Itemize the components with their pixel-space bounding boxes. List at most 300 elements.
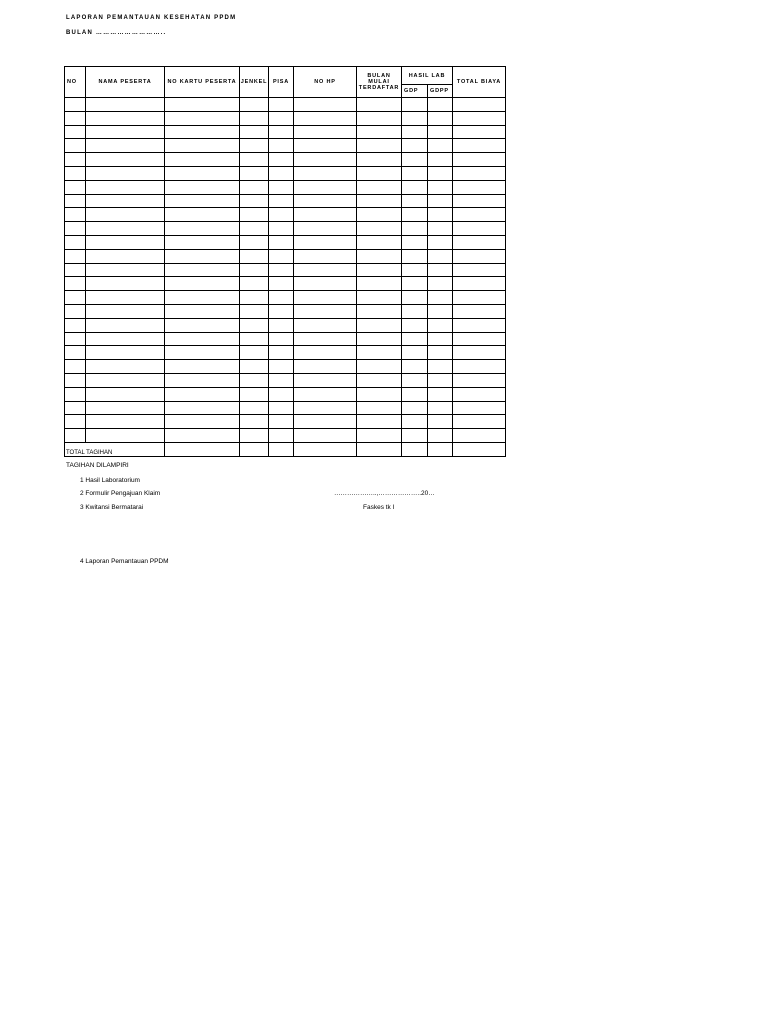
header-no-kartu-peserta: NO KARTU PESERTA bbox=[165, 67, 240, 98]
table-cell bbox=[453, 401, 506, 415]
table-cell bbox=[428, 304, 453, 318]
table-cell bbox=[428, 111, 453, 125]
table-cell bbox=[294, 346, 357, 360]
table-cell bbox=[65, 387, 86, 401]
table-cell bbox=[269, 125, 294, 139]
table-cell bbox=[269, 429, 294, 443]
table-cell bbox=[65, 429, 86, 443]
header-total-biaya: TOTAL BIAYA bbox=[453, 67, 506, 98]
table-cell bbox=[453, 208, 506, 222]
table-cell bbox=[453, 415, 506, 429]
table-cell bbox=[269, 111, 294, 125]
total-cell bbox=[165, 442, 240, 456]
table-cell bbox=[240, 180, 269, 194]
table-cell bbox=[86, 318, 165, 332]
table-row bbox=[65, 360, 506, 374]
table-cell bbox=[357, 415, 402, 429]
total-cell bbox=[269, 442, 294, 456]
table-row bbox=[65, 304, 506, 318]
table-cell bbox=[240, 346, 269, 360]
table-cell bbox=[65, 304, 86, 318]
table-cell bbox=[86, 139, 165, 153]
table-row bbox=[65, 208, 506, 222]
table-cell bbox=[428, 415, 453, 429]
table-cell bbox=[240, 332, 269, 346]
table-cell bbox=[240, 98, 269, 112]
table-cell bbox=[165, 263, 240, 277]
table-cell bbox=[453, 387, 506, 401]
table-cell bbox=[65, 346, 86, 360]
table-cell bbox=[402, 194, 428, 208]
faskes-label: Faskes tk I bbox=[363, 504, 395, 511]
table-cell bbox=[269, 249, 294, 263]
table-cell bbox=[357, 194, 402, 208]
table-row bbox=[65, 222, 506, 236]
table-cell bbox=[402, 249, 428, 263]
table-cell bbox=[86, 304, 165, 318]
table-cell bbox=[86, 222, 165, 236]
table-cell bbox=[402, 111, 428, 125]
table-cell bbox=[294, 373, 357, 387]
table-cell bbox=[402, 263, 428, 277]
table-cell bbox=[86, 346, 165, 360]
table-cell bbox=[294, 401, 357, 415]
table-cell bbox=[65, 401, 86, 415]
table-cell bbox=[294, 249, 357, 263]
report-table bbox=[64, 66, 506, 457]
table-cell bbox=[65, 360, 86, 374]
table-cell bbox=[453, 346, 506, 360]
table-cell bbox=[402, 222, 428, 236]
table-cell bbox=[86, 180, 165, 194]
header-nama-peserta: NAMA PESERTA bbox=[86, 67, 165, 98]
table-cell bbox=[165, 153, 240, 167]
table-cell bbox=[294, 222, 357, 236]
table-row bbox=[65, 235, 506, 249]
table-cell bbox=[402, 373, 428, 387]
table-cell bbox=[86, 277, 165, 291]
table-cell bbox=[165, 194, 240, 208]
table-cell bbox=[240, 125, 269, 139]
table-cell bbox=[269, 263, 294, 277]
table-row bbox=[65, 263, 506, 277]
table-cell bbox=[165, 373, 240, 387]
table-body bbox=[65, 98, 506, 457]
header-gdpp: GDPP bbox=[428, 85, 453, 98]
table-cell bbox=[65, 125, 86, 139]
table-cell bbox=[453, 249, 506, 263]
table-cell bbox=[453, 235, 506, 249]
table-cell bbox=[269, 180, 294, 194]
table-cell bbox=[240, 194, 269, 208]
table-row bbox=[65, 387, 506, 401]
table-cell bbox=[357, 180, 402, 194]
table-cell bbox=[269, 291, 294, 305]
table-cell bbox=[402, 429, 428, 443]
table-cell bbox=[165, 249, 240, 263]
table-cell bbox=[402, 180, 428, 194]
table-cell bbox=[357, 346, 402, 360]
table-cell bbox=[453, 360, 506, 374]
table-cell bbox=[240, 222, 269, 236]
table-cell bbox=[428, 401, 453, 415]
table-cell bbox=[453, 263, 506, 277]
table-cell bbox=[402, 153, 428, 167]
table-cell bbox=[402, 139, 428, 153]
table-cell bbox=[86, 291, 165, 305]
table-row bbox=[65, 291, 506, 305]
table-cell bbox=[294, 332, 357, 346]
attachment-item: 2 Formulir Pengajuan Klaim bbox=[80, 490, 161, 497]
table-cell bbox=[86, 373, 165, 387]
header-jenkel: JENKEL bbox=[240, 67, 269, 98]
table-cell bbox=[240, 139, 269, 153]
table-cell bbox=[402, 125, 428, 139]
table-cell bbox=[240, 373, 269, 387]
table-cell bbox=[428, 318, 453, 332]
table-cell bbox=[453, 166, 506, 180]
table-cell bbox=[453, 318, 506, 332]
table-cell bbox=[357, 360, 402, 374]
table-cell bbox=[428, 291, 453, 305]
header-no: NO bbox=[65, 67, 86, 98]
table-cell bbox=[240, 235, 269, 249]
table-cell bbox=[65, 277, 86, 291]
attachment-item: 4 Laporan Pemantauan PPDM bbox=[80, 558, 169, 565]
table-row bbox=[65, 277, 506, 291]
total-cell bbox=[428, 442, 453, 456]
table-cell bbox=[86, 235, 165, 249]
table-cell bbox=[269, 194, 294, 208]
table-cell bbox=[240, 166, 269, 180]
table-cell bbox=[294, 180, 357, 194]
table-cell bbox=[453, 222, 506, 236]
table-row bbox=[65, 415, 506, 429]
total-cell bbox=[402, 442, 428, 456]
table-cell bbox=[294, 235, 357, 249]
table-cell bbox=[165, 166, 240, 180]
table-cell bbox=[65, 153, 86, 167]
header-no-hp: NO HP bbox=[294, 67, 357, 98]
table-cell bbox=[357, 387, 402, 401]
table-cell bbox=[165, 111, 240, 125]
table-cell bbox=[86, 401, 165, 415]
header-bulan-mulai-terdaftar: BULAN MULAI TERDAFTAR bbox=[357, 67, 402, 98]
table-cell bbox=[65, 318, 86, 332]
table-cell bbox=[240, 277, 269, 291]
table-cell bbox=[428, 139, 453, 153]
table-cell bbox=[165, 98, 240, 112]
table-cell bbox=[357, 318, 402, 332]
table-cell bbox=[65, 263, 86, 277]
table-cell bbox=[86, 166, 165, 180]
table-cell bbox=[165, 401, 240, 415]
table-row bbox=[65, 139, 506, 153]
table-cell bbox=[294, 139, 357, 153]
table-cell bbox=[269, 208, 294, 222]
table-cell bbox=[240, 111, 269, 125]
table-cell bbox=[357, 166, 402, 180]
table-cell bbox=[86, 98, 165, 112]
table-cell bbox=[65, 291, 86, 305]
table-cell bbox=[65, 235, 86, 249]
table-cell bbox=[357, 222, 402, 236]
table-cell bbox=[294, 429, 357, 443]
table-cell bbox=[294, 291, 357, 305]
table-cell bbox=[453, 180, 506, 194]
table-cell bbox=[165, 139, 240, 153]
table-cell bbox=[357, 125, 402, 139]
table-cell bbox=[428, 373, 453, 387]
table-cell bbox=[269, 277, 294, 291]
table-row bbox=[65, 401, 506, 415]
table-cell bbox=[357, 291, 402, 305]
table-cell bbox=[453, 373, 506, 387]
table-cell bbox=[294, 415, 357, 429]
table-cell bbox=[294, 208, 357, 222]
table-cell bbox=[294, 111, 357, 125]
table-row bbox=[65, 332, 506, 346]
table-cell bbox=[357, 401, 402, 415]
table-cell bbox=[240, 360, 269, 374]
report-month-line: BULAN ……………………….. bbox=[66, 30, 167, 36]
table-cell bbox=[165, 360, 240, 374]
table-cell bbox=[402, 291, 428, 305]
table-row bbox=[65, 180, 506, 194]
table-cell bbox=[357, 263, 402, 277]
table-cell bbox=[294, 194, 357, 208]
table-cell bbox=[269, 235, 294, 249]
table-cell bbox=[294, 166, 357, 180]
table-cell bbox=[86, 332, 165, 346]
table-cell bbox=[86, 153, 165, 167]
table-cell bbox=[86, 125, 165, 139]
table-cell bbox=[86, 111, 165, 125]
table-cell bbox=[65, 111, 86, 125]
table-cell bbox=[428, 249, 453, 263]
table-cell bbox=[165, 318, 240, 332]
table-cell bbox=[269, 318, 294, 332]
table-cell bbox=[269, 166, 294, 180]
table-cell bbox=[453, 277, 506, 291]
table-cell bbox=[269, 360, 294, 374]
table-cell bbox=[357, 153, 402, 167]
table-cell bbox=[428, 166, 453, 180]
table-cell bbox=[269, 401, 294, 415]
table-cell bbox=[240, 249, 269, 263]
table-cell bbox=[453, 139, 506, 153]
total-cell bbox=[453, 442, 506, 456]
total-cell bbox=[240, 442, 269, 456]
table-cell bbox=[402, 318, 428, 332]
table-cell bbox=[269, 387, 294, 401]
table-cell bbox=[269, 139, 294, 153]
total-cell bbox=[357, 442, 402, 456]
table-row bbox=[65, 125, 506, 139]
table-cell bbox=[357, 429, 402, 443]
table-cell bbox=[240, 429, 269, 443]
table-cell bbox=[428, 332, 453, 346]
table-row bbox=[65, 373, 506, 387]
table-cell bbox=[240, 263, 269, 277]
total-cell bbox=[294, 442, 357, 456]
table-cell bbox=[240, 415, 269, 429]
table-cell bbox=[428, 194, 453, 208]
table-cell bbox=[65, 222, 86, 236]
table-cell bbox=[453, 291, 506, 305]
table-cell bbox=[269, 346, 294, 360]
table-cell bbox=[65, 98, 86, 112]
table-cell bbox=[240, 208, 269, 222]
table-cell bbox=[294, 318, 357, 332]
table-cell bbox=[269, 153, 294, 167]
table-cell bbox=[402, 415, 428, 429]
table-cell bbox=[453, 153, 506, 167]
table-cell bbox=[357, 304, 402, 318]
table-cell bbox=[402, 346, 428, 360]
table-cell bbox=[294, 98, 357, 112]
place-date-line: ………………..,………………..20… bbox=[334, 490, 435, 497]
table-cell bbox=[428, 222, 453, 236]
table-cell bbox=[453, 125, 506, 139]
table-cell bbox=[428, 180, 453, 194]
table-cell bbox=[402, 235, 428, 249]
table-cell bbox=[165, 235, 240, 249]
table-cell bbox=[294, 263, 357, 277]
table-cell bbox=[86, 360, 165, 374]
attachments-heading: TAGIHAN DILAMPIRI bbox=[66, 462, 129, 469]
table-cell bbox=[269, 332, 294, 346]
table-cell bbox=[294, 304, 357, 318]
table-cell bbox=[357, 139, 402, 153]
table-cell bbox=[428, 153, 453, 167]
table-row bbox=[65, 429, 506, 443]
table-cell bbox=[240, 387, 269, 401]
table-cell bbox=[428, 387, 453, 401]
table-row bbox=[65, 194, 506, 208]
header-pisa: PISA bbox=[269, 67, 294, 98]
table-cell bbox=[165, 387, 240, 401]
table-cell bbox=[294, 387, 357, 401]
table-cell bbox=[269, 304, 294, 318]
table-cell bbox=[165, 277, 240, 291]
table-row bbox=[65, 346, 506, 360]
table-cell bbox=[357, 111, 402, 125]
table-cell bbox=[428, 277, 453, 291]
table-cell bbox=[86, 249, 165, 263]
total-row bbox=[65, 442, 506, 456]
table-cell bbox=[65, 415, 86, 429]
table-cell bbox=[65, 166, 86, 180]
table-cell bbox=[86, 415, 165, 429]
table-cell bbox=[165, 304, 240, 318]
table-cell bbox=[165, 180, 240, 194]
table-cell bbox=[357, 332, 402, 346]
table-cell bbox=[165, 429, 240, 443]
table-row bbox=[65, 318, 506, 332]
total-label: TOTAL TAGIHAN bbox=[65, 442, 165, 456]
attachment-item: 1 Hasil Laboratorium bbox=[80, 477, 140, 484]
table-cell bbox=[402, 277, 428, 291]
table-cell bbox=[428, 429, 453, 443]
table-cell bbox=[453, 98, 506, 112]
header-gdp: GDP bbox=[402, 85, 428, 98]
table-cell bbox=[357, 98, 402, 112]
table-cell bbox=[428, 125, 453, 139]
table-cell bbox=[402, 208, 428, 222]
table-cell bbox=[453, 111, 506, 125]
table-cell bbox=[165, 415, 240, 429]
table-cell bbox=[294, 153, 357, 167]
table-cell bbox=[428, 235, 453, 249]
table-cell bbox=[165, 208, 240, 222]
table-cell bbox=[453, 194, 506, 208]
table-cell bbox=[240, 401, 269, 415]
table-cell bbox=[65, 249, 86, 263]
table-cell bbox=[86, 194, 165, 208]
table-cell bbox=[357, 277, 402, 291]
table-row bbox=[65, 98, 506, 112]
table-cell bbox=[65, 332, 86, 346]
table-cell bbox=[294, 360, 357, 374]
table-cell bbox=[453, 332, 506, 346]
table-cell bbox=[402, 401, 428, 415]
table-cell bbox=[428, 360, 453, 374]
table-cell bbox=[357, 208, 402, 222]
table-cell bbox=[65, 373, 86, 387]
header-hasil-lab: HASIL LAB bbox=[402, 67, 453, 85]
table-cell bbox=[86, 387, 165, 401]
table-cell bbox=[428, 98, 453, 112]
table-cell bbox=[269, 98, 294, 112]
table-cell bbox=[240, 153, 269, 167]
table-cell bbox=[269, 222, 294, 236]
table-cell bbox=[86, 263, 165, 277]
table-cell bbox=[428, 263, 453, 277]
table-cell bbox=[402, 98, 428, 112]
table-cell bbox=[65, 194, 86, 208]
table-cell bbox=[240, 304, 269, 318]
table-row bbox=[65, 111, 506, 125]
table-cell bbox=[357, 249, 402, 263]
table-cell bbox=[453, 304, 506, 318]
table-cell bbox=[86, 208, 165, 222]
table-row bbox=[65, 153, 506, 167]
table-cell bbox=[402, 304, 428, 318]
table-cell bbox=[65, 180, 86, 194]
table-cell bbox=[402, 387, 428, 401]
table-cell bbox=[428, 346, 453, 360]
table-cell bbox=[65, 139, 86, 153]
table-cell bbox=[86, 429, 165, 443]
table-cell bbox=[165, 125, 240, 139]
document-title: LAPORAN PEMANTAUAN KESEHATAN PPDM bbox=[66, 15, 237, 21]
attachment-item: 3 Kwitansi Bermatarai bbox=[80, 504, 144, 511]
table-cell bbox=[165, 291, 240, 305]
table-cell bbox=[165, 346, 240, 360]
table-cell bbox=[402, 166, 428, 180]
table-cell bbox=[269, 415, 294, 429]
table-cell bbox=[357, 373, 402, 387]
table-cell bbox=[402, 332, 428, 346]
table-cell bbox=[65, 208, 86, 222]
table-cell bbox=[165, 332, 240, 346]
table-cell bbox=[294, 277, 357, 291]
table-cell bbox=[453, 429, 506, 443]
table-cell bbox=[402, 360, 428, 374]
table-row bbox=[65, 166, 506, 180]
table-cell bbox=[240, 318, 269, 332]
